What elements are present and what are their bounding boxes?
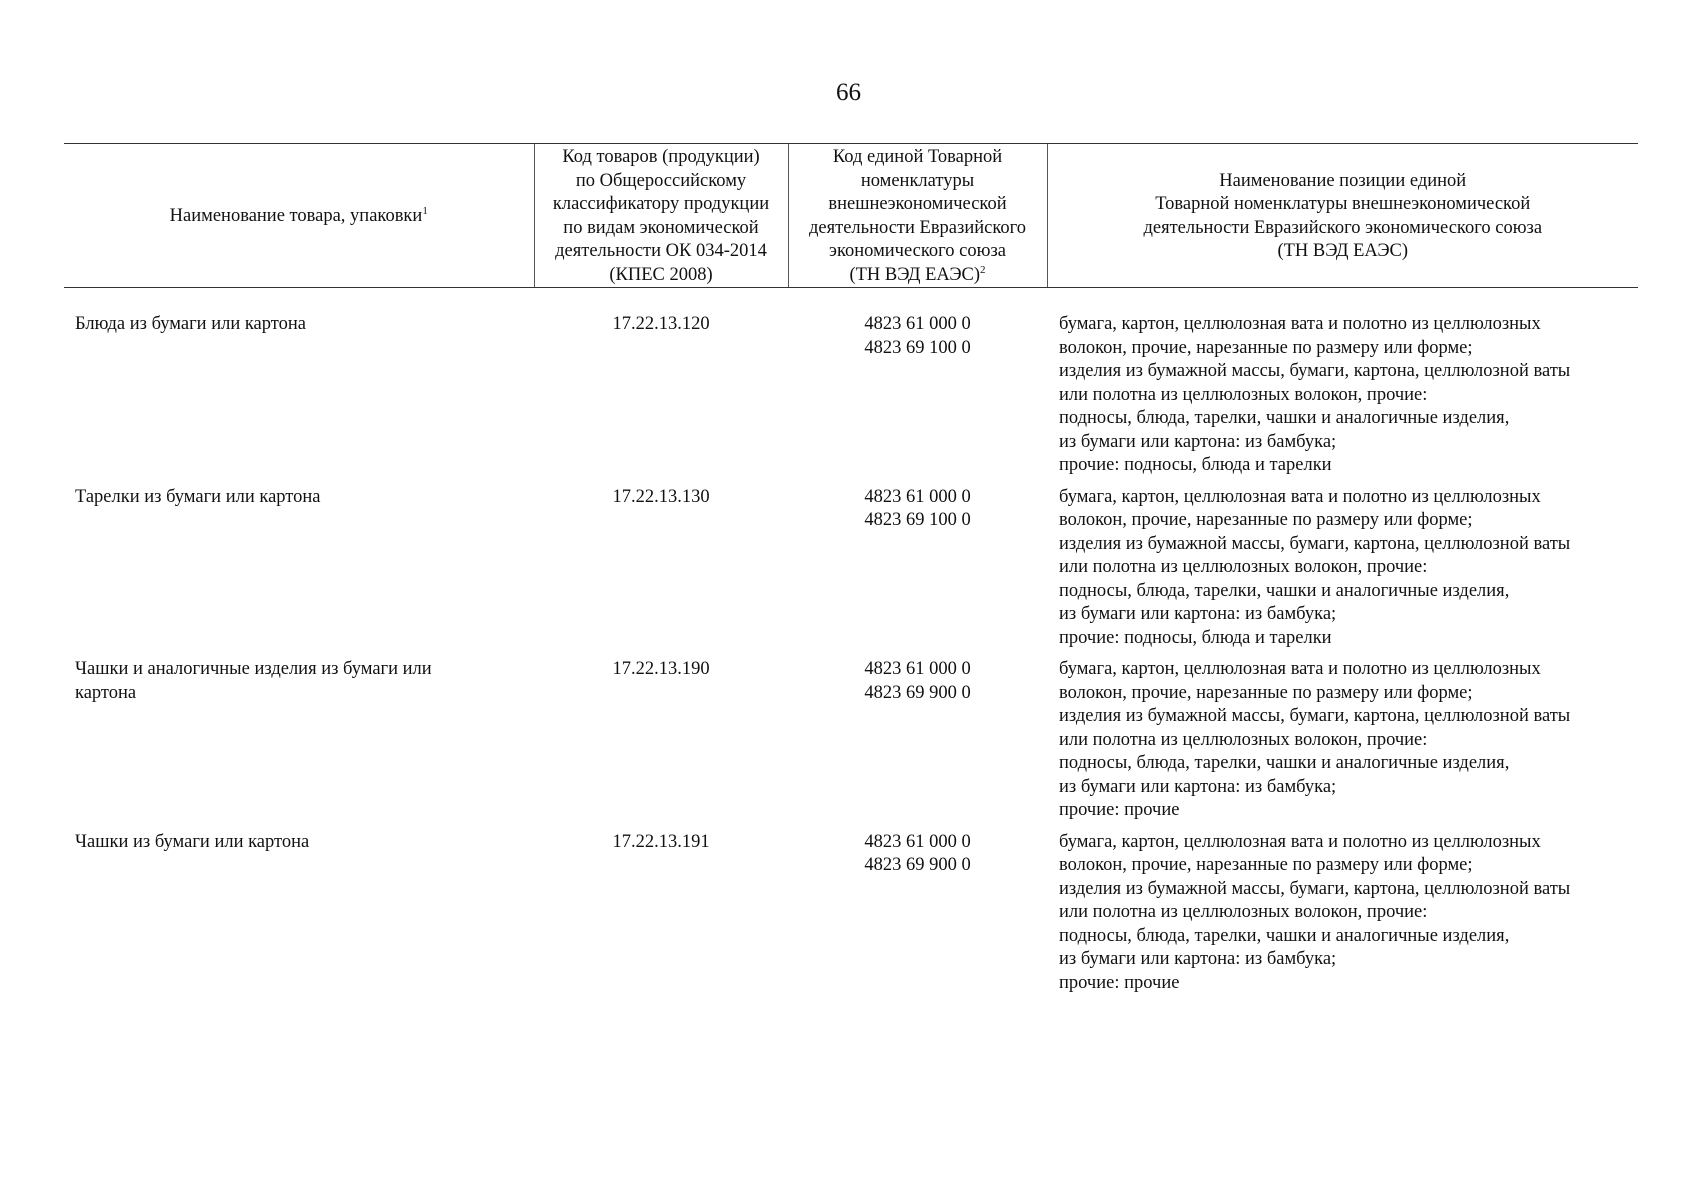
tnved-code: 4823 61 000 0 (864, 831, 971, 852)
description-line: подносы, блюда, тарелки, чашки и аналогичные изделия, (1059, 580, 1510, 601)
header-okpd-line: по Общероссийскому (575, 170, 747, 191)
description-line: прочие: подносы, блюда и тарелки (1059, 627, 1332, 648)
description-line: подносы, блюда, тарелки, чашки и аналогичные изделия, (1059, 925, 1510, 946)
table-row (64, 288, 1638, 486)
okpd-code-cell: 17.22.13.191 (612, 831, 710, 852)
description-line: волокон, прочие, нарезанные по размеру или форме; (1059, 682, 1473, 703)
tnved-code: 4823 61 000 0 (864, 659, 971, 679)
description-line: из бумаги или картона: из бамбука; (1059, 949, 1337, 969)
header-okpd-line: классификатору продукции (552, 194, 770, 214)
tnved-code: 4823 69 100 0 (864, 337, 971, 358)
description-line: или полотна из целлюлозных волокон, прочие: (1059, 902, 1428, 922)
description-line: бумага, картон, целлюлозная вата и полотно из целлюлозных (1059, 831, 1541, 852)
header-tnved-line: номенклатуры (860, 170, 975, 191)
okpd-code-cell: 17.22.13.130 (612, 486, 710, 507)
goods-table (64, 143, 1638, 1003)
header-okpd-line: (КПЕС 2008) (609, 264, 713, 285)
tnved-code: 4823 69 900 0 (864, 855, 971, 875)
product-name-line: Блюда из бумаги или картона (75, 314, 306, 334)
description-line: прочие: подносы, блюда и тарелки (1059, 455, 1332, 475)
tnved-code: 4823 61 000 0 (864, 314, 971, 334)
product-name-line: картона (75, 682, 137, 703)
header-desc-line: Товарной номенклатуры внешнеэкономической (1155, 194, 1531, 214)
tnved-description-cell (1047, 658, 1638, 831)
description-line: или полотна из целлюлозных волокон, прочие: (1059, 729, 1428, 750)
description-line: из бумаги или картона: из бамбука; (1059, 604, 1337, 624)
header-tnved-line: экономического союза (829, 241, 1006, 261)
footnote-ref-1: 1 (422, 204, 428, 217)
header-okpd-line: Код товаров (продукции) (562, 147, 760, 167)
header-tnved-line-text: (ТН ВЭД ЕАЭС) (849, 264, 981, 285)
header-okpd-code (534, 144, 788, 288)
product-name-line: Тарелки из бумаги или картона (75, 486, 321, 507)
description-line: прочие: прочие (1059, 972, 1180, 993)
header-okpd-line: по видам экономической (563, 217, 759, 238)
description-line: бумага, картон, целлюлозная вата и полотно из целлюлозных (1059, 659, 1541, 679)
header-product-name (64, 144, 534, 288)
product-name-line: Чашки из бумаги или картона (75, 831, 310, 852)
tnved-code-cell (788, 486, 1047, 659)
description-line: волокон, прочие, нарезанные по размеру или форме; (1059, 855, 1473, 875)
description-line: бумага, картон, целлюлозная вата и полотно из целлюлозных (1059, 314, 1541, 334)
table-row (64, 831, 1638, 1004)
description-line: прочие: прочие (1059, 800, 1180, 820)
description-line: бумага, картон, целлюлозная вата и полотно из целлюлозных (1059, 486, 1541, 507)
header-tnved-line: деятельности Евразийского (808, 217, 1027, 238)
description-line: изделия из бумажной массы, бумаги, картона, целлюлозной ваты (1059, 878, 1571, 899)
product-name-cell (64, 658, 534, 831)
header-desc-line: Наименование позиции единой (1219, 170, 1467, 191)
description-line: изделия из бумажной массы, бумаги, картона, целлюлозной ваты (1059, 361, 1571, 381)
header-tnved-line: Код единой Товарной (832, 147, 1003, 167)
tnved-code: 4823 69 900 0 (864, 682, 971, 703)
description-line: из бумаги или картона: из бамбука; (1059, 776, 1337, 797)
header-desc-line: деятельности Евразийского экономического союза (1143, 217, 1543, 238)
description-line: волокон, прочие, нарезанные по размеру или форме; (1059, 510, 1473, 530)
tnved-description-cell (1047, 831, 1638, 1004)
footnote-ref-2: 2 (980, 263, 986, 276)
header-product-name-text: Наименование товара, упаковки (169, 205, 423, 226)
description-line: или полотна из целлюлозных волокон, прочие: (1059, 557, 1428, 577)
table-row (64, 658, 1638, 831)
tnved-code-cell (788, 658, 1047, 831)
description-line: изделия из бумажной массы, бумаги, картона, целлюлозной ваты (1059, 533, 1571, 554)
header-tnved-code (788, 144, 1047, 288)
tnved-code: 4823 61 000 0 (864, 486, 971, 507)
description-line: подносы, блюда, тарелки, чашки и аналогичные изделия, (1059, 753, 1510, 773)
product-name-cell (64, 831, 534, 1004)
description-line: изделия из бумажной массы, бумаги, картона, целлюлозной ваты (1059, 706, 1571, 726)
product-name-cell (64, 288, 534, 486)
tnved-description-cell (1047, 288, 1638, 486)
description-line: подносы, блюда, тарелки, чашки и аналогичные изделия, (1059, 408, 1510, 428)
description-line: или полотна из целлюлозных волокон, прочие: (1059, 384, 1428, 405)
tnved-code-cell (788, 831, 1047, 1004)
header-tnved-line: внешнеэкономической (828, 194, 1007, 214)
page-number: 66 (836, 79, 861, 106)
tnved-code-cell (788, 288, 1047, 486)
okpd-code-cell: 17.22.13.190 (612, 659, 710, 679)
tnved-code: 4823 69 100 0 (864, 510, 971, 530)
product-name-cell (64, 486, 534, 659)
header-desc-line: (ТН ВЭД ЕАЭС) (1277, 241, 1409, 261)
header-okpd-line: деятельности ОК 034-2014 (555, 241, 767, 261)
description-line: волокон, прочие, нарезанные по размеру или форме; (1059, 337, 1473, 358)
okpd-code-cell: 17.22.13.120 (612, 314, 710, 334)
product-name-line: Чашки и аналогичные изделия из бумаги или (75, 659, 432, 679)
header-tnved-description (1047, 144, 1638, 288)
description-line: из бумаги или картона: из бамбука; (1059, 431, 1337, 452)
table-header-row (64, 144, 1638, 288)
header-tnved-line (793, 264, 1043, 288)
table-row (64, 486, 1638, 659)
tnved-description-cell (1047, 486, 1638, 659)
